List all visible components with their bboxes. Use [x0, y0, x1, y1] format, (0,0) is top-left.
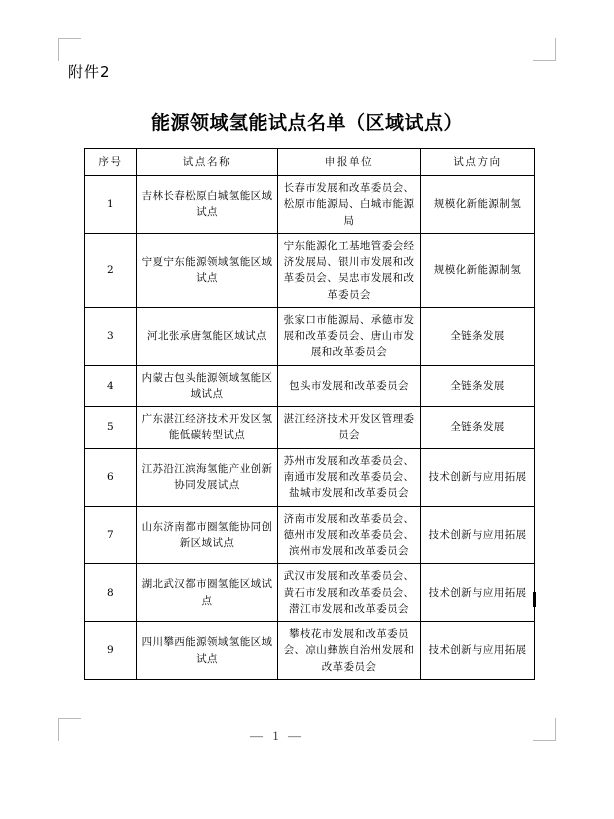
- page-number: — 1 —: [250, 728, 304, 743]
- cell-unit: 包头市发展和改革委员会: [278, 365, 421, 407]
- cell-direction: 全链条发展: [421, 365, 535, 407]
- table-row: [85, 564, 535, 622]
- cell-no: 3: [85, 307, 137, 365]
- cell-no: 6: [85, 448, 137, 506]
- cell-no: 9: [85, 622, 137, 680]
- cell-no: 2: [85, 233, 137, 307]
- crop-mark-top-right: [533, 38, 556, 61]
- cell-no: 5: [85, 407, 137, 449]
- cell-unit: 攀枝花市发展和改革委员会、凉山彝族自治州发展和改革委员会: [278, 622, 421, 680]
- column-header-unit: 申报单位: [278, 149, 421, 176]
- cell-direction: 全链条发展: [421, 307, 535, 365]
- cell-name: 河北张承唐氢能区域试点: [137, 307, 278, 365]
- cell-no: 7: [85, 506, 137, 564]
- table-row: [85, 506, 535, 564]
- cell-direction: 规模化新能源制氢: [421, 176, 535, 234]
- cell-unit: 济南市发展和改革委员会、德州市发展和改革委员会、滨州市发展和改革委员会: [278, 506, 421, 564]
- cell-unit: 武汉市发展和改革委员会、黄石市发展和改革委员会、潜江市发展和改革委员会: [278, 564, 421, 622]
- cell-direction: 技术创新与应用拓展: [421, 448, 535, 506]
- scan-artifact-mark: [533, 592, 536, 607]
- table-row: [85, 233, 535, 307]
- cell-unit: 苏州市发展和改革委员会、南通市发展和改革委员会、盐城市发展和改革委员会: [278, 448, 421, 506]
- cell-name: 四川攀西能源领域氢能区域试点: [137, 622, 278, 680]
- cell-direction: 规模化新能源制氢: [421, 233, 535, 307]
- table-row: [85, 176, 535, 234]
- cell-unit: 湛江经济技术开发区管理委员会: [278, 407, 421, 449]
- column-header-no: 序号: [85, 149, 137, 176]
- table-row: [85, 365, 535, 407]
- cell-direction: 技术创新与应用拓展: [421, 506, 535, 564]
- cell-unit: 长春市发展和改革委员会、松原市能源局、白城市能源局: [278, 176, 421, 234]
- cell-unit: 宁东能源化工基地管委会经济发展局、银川市发展和改革委员会、吴忠市发展和改革委员会: [278, 233, 421, 307]
- cell-direction: 技术创新与应用拓展: [421, 622, 535, 680]
- cell-name: 内蒙古包头能源领域氢能区域试点: [137, 365, 278, 407]
- column-header-name: 试点名称: [137, 149, 278, 176]
- cell-no: 4: [85, 365, 137, 407]
- cell-direction: 技术创新与应用拓展: [421, 564, 535, 622]
- cell-name: 山东济南都市圈氢能协同创新区域试点: [137, 506, 278, 564]
- table-row: [85, 307, 535, 365]
- cell-no: 1: [85, 176, 137, 234]
- crop-mark-top-left: [58, 38, 81, 61]
- attachment-label: 附件2: [68, 63, 111, 81]
- cell-name: 江苏沿江滨海氢能产业创新协同发展试点: [137, 448, 278, 506]
- page-title: 能源领域氢能试点名单（区域试点）: [150, 112, 463, 134]
- table-header-row: [85, 149, 535, 176]
- pilot-list-table: [84, 148, 535, 680]
- cell-name: 吉林长春松原白城氢能区域试点: [137, 176, 278, 234]
- cell-name: 宁夏宁东能源领域氢能区域试点: [137, 233, 278, 307]
- table-row: [85, 622, 535, 680]
- cell-direction: 全链条发展: [421, 407, 535, 449]
- cell-no: 8: [85, 564, 137, 622]
- cell-name: 湖北武汉都市圈氢能区域试点: [137, 564, 278, 622]
- table-row: [85, 407, 535, 449]
- column-header-direction: 试点方向: [421, 149, 535, 176]
- table-row: [85, 448, 535, 506]
- cell-name: 广东湛江经济技术开发区氢能低碳转型试点: [137, 407, 278, 449]
- cell-unit: 张家口市能源局、承德市发展和改革委员会、唐山市发展和改革委员会: [278, 307, 421, 365]
